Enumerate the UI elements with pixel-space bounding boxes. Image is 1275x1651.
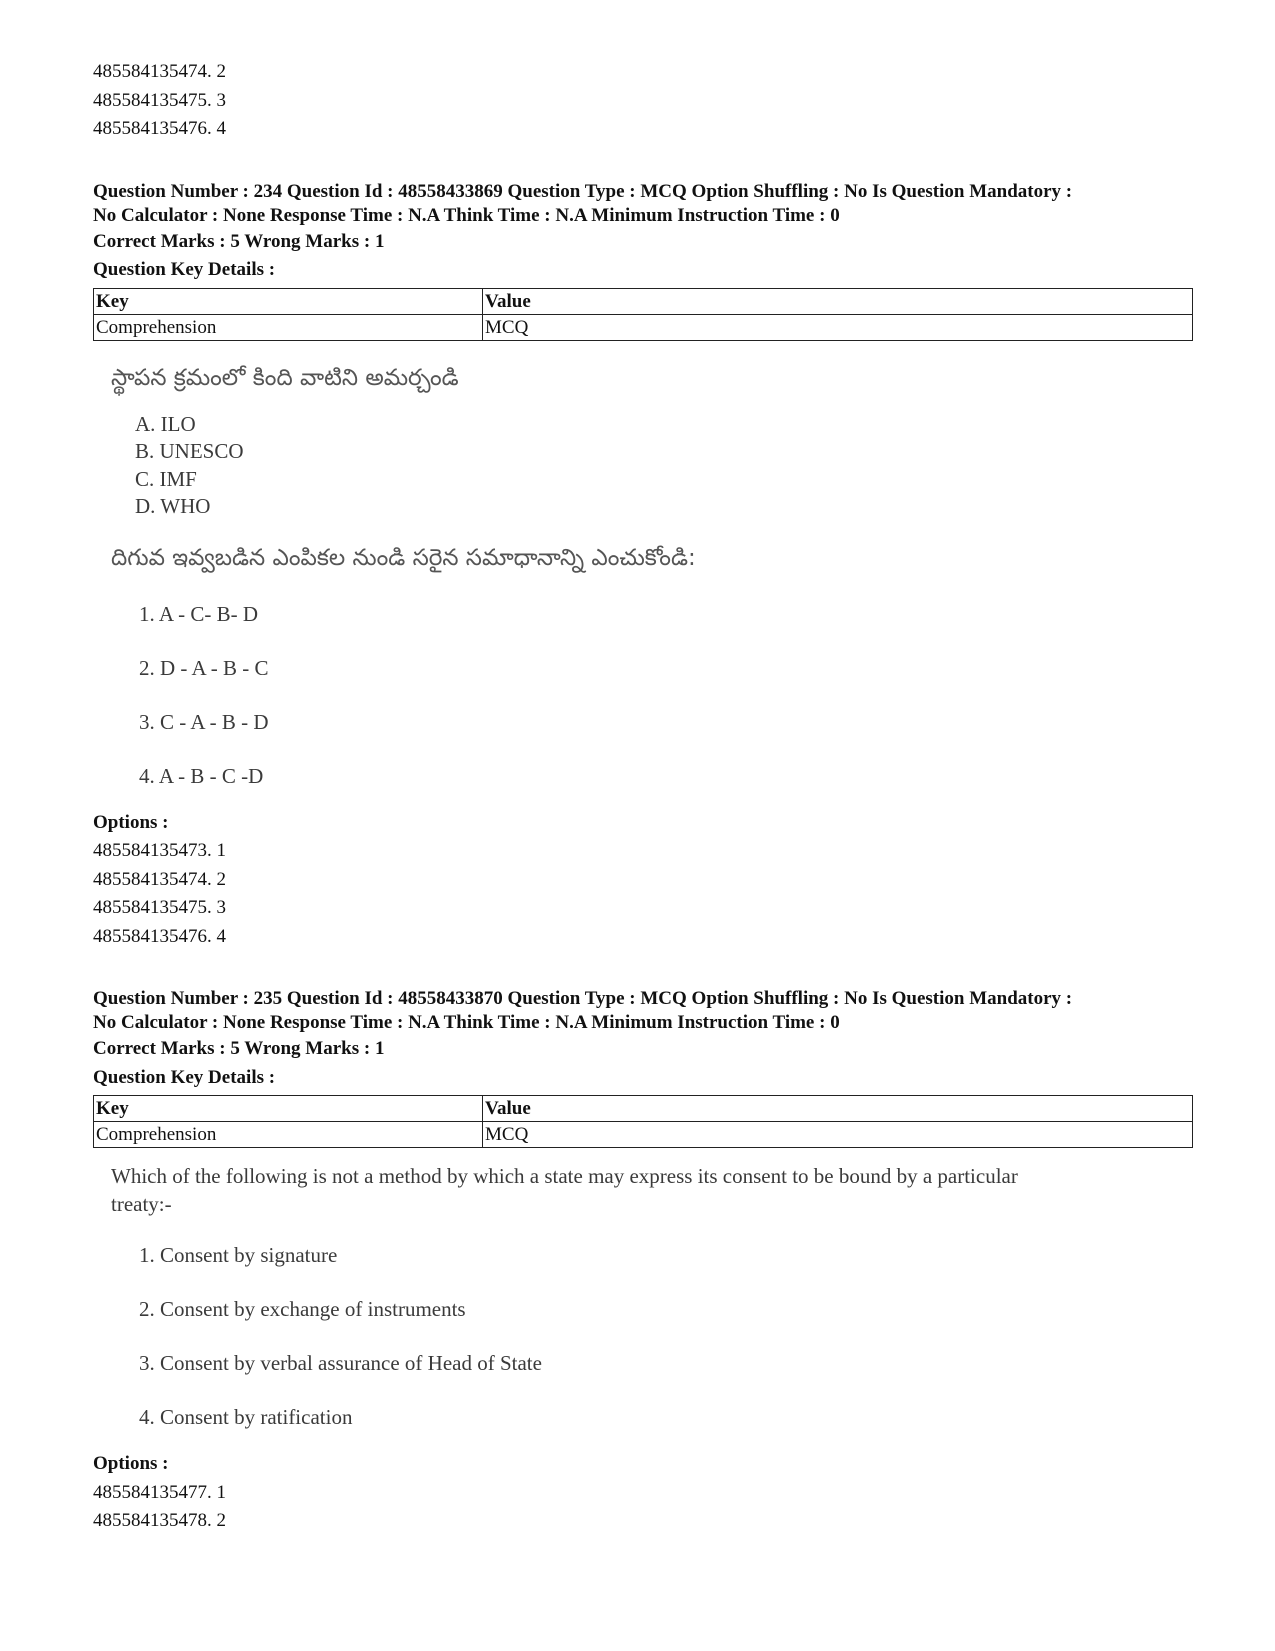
- marks-line: Correct Marks : 5 Wrong Marks : 1: [93, 230, 385, 252]
- question-stem: స్థాపన క్రమంలో కింది వాటిని అమర్చండి: [111, 364, 459, 391]
- choice-item: 1. Consent by signature: [139, 1243, 338, 1267]
- option-line: 485584135475. 3: [93, 89, 226, 111]
- choice-item: 2. Consent by exchange of instruments: [139, 1297, 466, 1321]
- choice-list: [93, 1228, 1193, 1444]
- choice-item: 1. A - C- B- D: [139, 601, 259, 626]
- options-label: Options :: [93, 1453, 169, 1474]
- option-line: 485584135476. 4: [93, 118, 226, 139]
- option-line: 485584135476. 4: [93, 925, 226, 947]
- option-line: 485584135477. 1: [93, 1481, 226, 1503]
- choice-item: 3. C - A - B - D: [139, 709, 269, 734]
- key-details-label: Question Key Details :: [93, 259, 276, 280]
- question-key-table: [93, 288, 1193, 341]
- table-cell: Comprehension: [94, 1122, 483, 1148]
- table-cell: Comprehension: [94, 314, 483, 340]
- question-meta-line: Question Number : 235 Question Id : 48558433870 Question Type : MCQ Option Shuffling : No Is Question Mandatory :: [93, 988, 1073, 1009]
- marks-line: Correct Marks : 5 Wrong Marks : 1: [93, 1038, 385, 1059]
- choice-item: 4. Consent by ratification: [139, 1405, 353, 1429]
- table-cell: MCQ: [483, 1122, 1193, 1148]
- option-line: 485584135478. 2: [93, 1510, 226, 1531]
- sub-item: A. ILO: [135, 411, 196, 436]
- options-label: Options :: [93, 811, 169, 833]
- option-line: 485584135474. 2: [93, 868, 226, 890]
- choice-item: 3. Consent by verbal assurance of Head of State: [139, 1351, 542, 1375]
- question-key-table: [93, 1095, 1193, 1148]
- option-list: [93, 837, 1193, 951]
- question-block-235: [93, 987, 1193, 1536]
- question-meta-line: No Calculator : None Response Time : N.A Think Time : N.A Minimum Instruction Time : 0: [93, 1012, 840, 1033]
- table-cell: MCQ: [483, 314, 1193, 340]
- option-list: [93, 1479, 1193, 1536]
- question-instruction: దిగువ ఇవ్వబడిన ఎంపికల నుండి సరైన సమాధానాన్ని ఎంచుకోండి:: [111, 544, 696, 571]
- question-stem: Which of the following is not a method by which a state may express its consent to be bound by a particular: [111, 1164, 1018, 1188]
- table-header-row: [94, 288, 1193, 314]
- question-image-234: [93, 361, 1193, 803]
- option-line: 485584135473. 1: [93, 840, 226, 861]
- question-meta-line: No Calculator : None Response Time : N.A Think Time : N.A Minimum Instruction Time : 0: [93, 204, 840, 226]
- key-details-label: Question Key Details :: [93, 1066, 276, 1088]
- question-block-234: [93, 180, 1193, 952]
- document-page: [93, 58, 1193, 1536]
- table-row: [94, 314, 1193, 340]
- table-header-cell: Value: [483, 288, 1193, 314]
- question-stem: treaty:-: [111, 1192, 172, 1216]
- option-line: 485584135474. 2: [93, 61, 226, 82]
- choice-list: [93, 587, 1193, 803]
- table-header-cell: Key: [94, 288, 483, 314]
- table-header-cell: Key: [94, 1096, 483, 1122]
- table-row: [94, 1122, 1193, 1148]
- choice-item: 4. A - B - C -D: [139, 763, 264, 788]
- question-meta-line: Question Number : 234 Question Id : 48558433869 Question Type : MCQ Option Shuffling : No Is Question Mandatory :: [93, 180, 1073, 202]
- sub-item: D. WHO: [135, 494, 211, 518]
- option-line: 485584135475. 3: [93, 897, 226, 918]
- sub-item: C. IMF: [135, 466, 197, 491]
- carryover-options: [93, 58, 1193, 144]
- table-header-cell: Value: [483, 1096, 1193, 1122]
- table-header-row: [94, 1096, 1193, 1122]
- question-image-235: [93, 1162, 1193, 1444]
- sub-item-list: [93, 411, 1193, 521]
- choice-item: 2. D - A - B - C: [139, 655, 269, 680]
- sub-item: B. UNESCO: [135, 439, 244, 463]
